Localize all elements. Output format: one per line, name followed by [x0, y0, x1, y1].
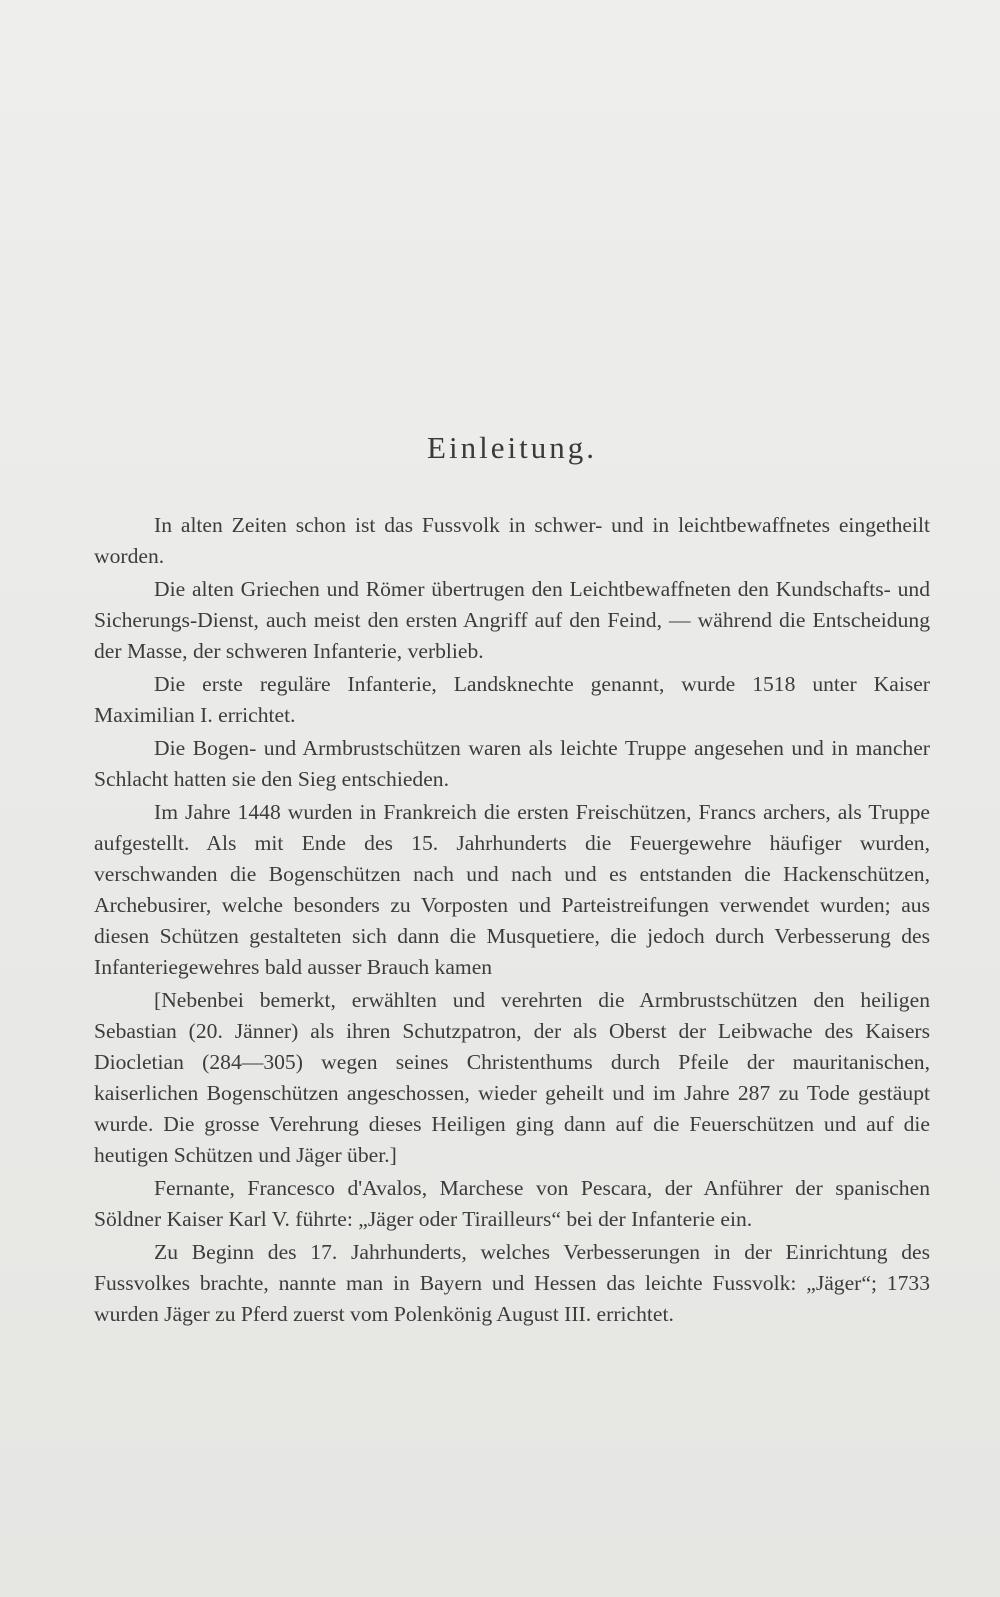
paragraph: Im Jahre 1448 wurden in Frankreich die ersten Freischützen, Francs archers, als Truppe aufgestellt. Als mit Ende des 15. Jahrhunderts die Feuergewehre häufiger wurden, verschwanden die Bogenschützen nach und nach und es entstanden die Hackenschützen, Archebusirer, welche besonders zu Vorposten und Parteistreifungen verwendet wurden; aus diesen Schützen gestalteten sich dann die Musquetiere, die jedoch durch Verbesserung des Infanteriegewehres bald ausser Brauch kamen	[94, 800, 930, 979]
page-content	[94, 430, 930, 1332]
paragraph: Die Bogen- und Armbrustschützen waren als leichte Truppe angesehen und in mancher Schlacht hatten sie den Sieg entschieden.	[94, 736, 930, 791]
paragraph: Die alten Griechen und Römer übertrugen den Leichtbewaffneten den Kundschafts- und Sicherungs-Dienst, auch meist den ersten Angriff auf den Feind, — während die Entscheidung der Masse, der schweren Infanterie, verblieb.	[94, 577, 930, 663]
paragraph: In alten Zeiten schon ist das Fussvolk in schwer- und in leichtbewaffnetes eingetheilt worden.	[94, 513, 930, 568]
paragraph: [Nebenbei bemerkt, erwählten und verehrten die Armbrustschützen den heiligen Sebastian (20. Jänner) als ihren Schutzpatron, der als Oberst der Leibwache des Kaisers Diocletian (284—305) wegen seines Christenthums durch Pfeile der mauritanischen, kaiserlichen Bogenschützen angeschossen, wieder geheilt und im Jahre 287 zu Tode gestäupt wurde. Die grosse Verehrung dieses Heiligen ging dann auf die Feuerschützen und auf die heutigen Schützen und Jäger über.]	[94, 988, 930, 1167]
paragraph: Zu Beginn des 17. Jahrhunderts, welches Verbesserungen in der Einrichtung des Fussvolkes brachte, nannte man in Bayern und Hessen das leichte Fussvolk: „Jäger“; 1733 wurden Jäger zu Pferd zuerst vom Polenkönig August III. errichtet.	[94, 1240, 930, 1326]
page-heading: Einleitung.	[427, 430, 597, 465]
paragraph: Fernante, Francesco d'Avalos, Marchese von Pescara, der Anführer der spanischen Söldner Kaiser Karl V. führte: „Jäger oder Tirailleurs“ bei der Infanterie ein.	[94, 1176, 930, 1231]
paragraph: Die erste reguläre Infanterie, Landsknechte genannt, wurde 1518 unter Kaiser Maximilian I. errichtet.	[94, 672, 930, 727]
